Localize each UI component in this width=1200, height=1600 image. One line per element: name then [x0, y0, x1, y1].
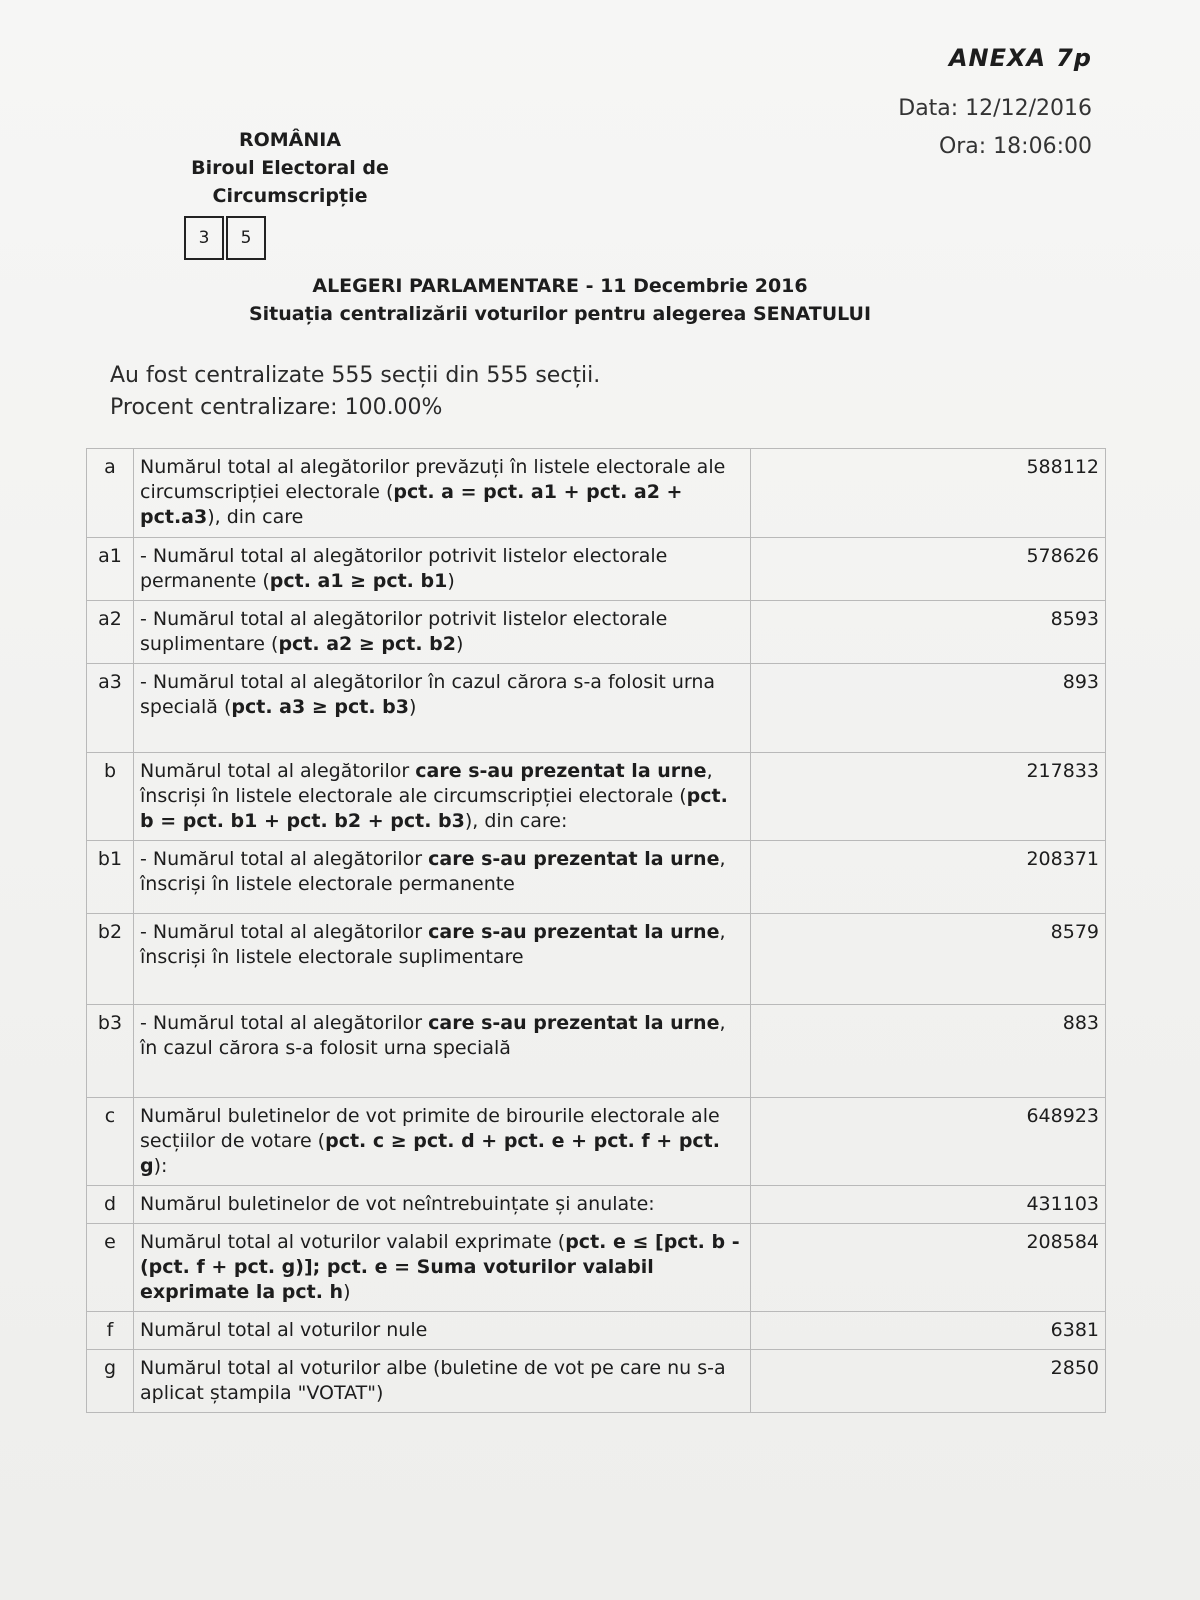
row-code: d	[87, 1186, 134, 1224]
code-digit-box: 3	[184, 216, 224, 260]
results-body	[87, 449, 1106, 1413]
row-code: e	[87, 1224, 134, 1312]
description-part: - Numărul total al alegătorilor în cazul cărora s-a folosit urna specială (	[140, 671, 716, 718]
code-digit-box: 5	[226, 216, 266, 260]
description-bold-part: care s-au prezentat la urne	[428, 848, 720, 870]
row-value: 208584	[751, 1224, 1106, 1312]
description-part: - Numărul total al alegătorilor potrivit listelor electorale permanente (	[140, 545, 668, 592]
annex-code: 7p	[1056, 44, 1092, 72]
row-code: a2	[87, 601, 134, 664]
description-part: Numărul total al alegătorilor	[140, 760, 416, 782]
row-description	[134, 753, 751, 841]
description-part: ), din care	[207, 506, 304, 528]
row-description	[134, 601, 751, 664]
row-description	[134, 1005, 751, 1098]
row-description	[134, 841, 751, 914]
sections-count: Au fost centralizate 555 secții din 555 secții.	[110, 363, 601, 388]
row-value: 883	[751, 1005, 1106, 1098]
description-part: ):	[153, 1155, 168, 1177]
row-value: 8593	[751, 601, 1106, 664]
election-title: ALEGERI PARLAMENTARE - 11 Decembrie 2016	[312, 275, 808, 297]
description-part: )	[343, 1281, 351, 1303]
row-code: a1	[87, 538, 134, 601]
row-code: c	[87, 1098, 134, 1186]
row-code: a3	[87, 664, 134, 753]
table-row	[87, 538, 1106, 601]
description-part: Numărul total al voturilor albe (buletine de vot pe care nu s-a aplicat ștampila "VOTAT")	[140, 1357, 726, 1404]
description-part: - Numărul total al alegătorilor	[140, 848, 429, 870]
description-part: - Numărul total al alegătorilor	[140, 1012, 429, 1034]
description-bold-part: pct. a2 ≥ pct. b2	[278, 633, 457, 655]
row-description	[134, 1312, 751, 1350]
description-bold-part: pct. b = pct. b1 + pct. b2 + pct. b3	[140, 785, 728, 832]
description-part: Numărul total al voturilor valabil exprimate (	[140, 1231, 566, 1253]
centralization-summary	[110, 360, 600, 424]
row-code: g	[87, 1350, 134, 1413]
description-bold-part: care s-au prezentat la urne	[415, 760, 707, 782]
description-bold-part: pct. a = pct. a1 + pct. a2 + pct.a3	[140, 481, 683, 528]
row-description	[134, 1224, 751, 1312]
row-value: 431103	[751, 1186, 1106, 1224]
row-description	[134, 914, 751, 1005]
description-bold-part: care s-au prezentat la urne	[428, 1012, 720, 1034]
row-code: b3	[87, 1005, 134, 1098]
description-part: Numărul buletinelor de vot neîntrebuințate și anulate:	[140, 1193, 655, 1215]
row-code: b2	[87, 914, 134, 1005]
description-part: )	[408, 696, 417, 718]
description-part: , în cazul cărora s-a folosit urna specială	[140, 1012, 726, 1059]
table-row	[87, 601, 1106, 664]
description-part: , înscriși în listele electorale suplimentare	[140, 921, 726, 968]
table-row	[87, 1224, 1106, 1312]
table-row	[87, 914, 1106, 1005]
description-part: , înscriși în listele electorale ale circumscripției electorale (	[140, 760, 713, 807]
description-bold-part: pct. c ≥ pct. d + pct. e + pct. f + pct. g	[140, 1130, 720, 1177]
report-time: Ora: 18:06:00	[938, 134, 1092, 159]
description-part: )	[447, 570, 455, 592]
document-title	[150, 272, 970, 328]
table-row	[87, 753, 1106, 841]
description-part: , înscriși în listele electorale permanente	[140, 848, 726, 895]
row-value: 588112	[751, 449, 1106, 538]
description-bold-part: pct. a1 ≥ pct. b1	[269, 570, 448, 592]
row-value: 6381	[751, 1312, 1106, 1350]
annex-word: ANEXA	[948, 44, 1047, 72]
table-row	[87, 841, 1106, 914]
row-value: 648923	[751, 1098, 1106, 1186]
issuer-block	[120, 126, 460, 210]
row-code: b	[87, 753, 134, 841]
row-value: 217833	[751, 753, 1106, 841]
row-description	[134, 449, 751, 538]
description-bold-part: pct. e ≤ [pct. b - (pct. f + pct. g)]; pct. e = Suma voturilor valabil exprimate la pct. h	[140, 1231, 740, 1303]
row-description	[134, 1098, 751, 1186]
description-part: ), din care:	[464, 810, 568, 832]
row-code: f	[87, 1312, 134, 1350]
table-row	[87, 664, 1106, 753]
row-description	[134, 1186, 751, 1224]
table-row	[87, 1350, 1106, 1413]
report-datetime	[898, 90, 1092, 166]
table-row	[87, 1312, 1106, 1350]
row-value: 2850	[751, 1350, 1106, 1413]
description-part: )	[456, 633, 464, 655]
row-value: 578626	[751, 538, 1106, 601]
table-row	[87, 1186, 1106, 1224]
report-date: Data: 12/12/2016	[898, 96, 1092, 121]
table-row	[87, 449, 1106, 538]
row-code: b1	[87, 841, 134, 914]
row-value: 8579	[751, 914, 1106, 1005]
description-part: Numărul total al alegătorilor prevăzuți în listele electorale ale circumscripției electorale (	[140, 456, 726, 503]
description-part: Numărul buletinelor de vot primite de birourile electorale ale secțiilor de votare (	[140, 1105, 720, 1152]
country-name: ROMÂNIA	[238, 129, 342, 151]
table-row	[87, 1098, 1106, 1186]
row-description	[134, 538, 751, 601]
description-bold-part: care s-au prezentat la urne	[428, 921, 720, 943]
row-value: 893	[751, 664, 1106, 753]
report-subtitle: Situația centralizării voturilor pentru alegerea SENATULUI	[248, 303, 872, 325]
circumscription-code	[184, 216, 266, 260]
centralization-percent: Procent centralizare: 100.00%	[110, 395, 443, 420]
results-table	[86, 448, 1106, 1413]
description-bold-part: pct. a3 ≥ pct. b3	[231, 696, 409, 718]
description-part: - Numărul total al alegătorilor potrivit listelor electorale suplimentare (	[140, 608, 668, 655]
office-name: Biroul Electoral de Circumscripție	[191, 157, 389, 207]
annex-label	[939, 44, 1092, 72]
row-code: a	[87, 449, 134, 538]
description-part: - Numărul total al alegătorilor	[140, 921, 429, 943]
row-description	[134, 664, 751, 753]
row-value: 208371	[751, 841, 1106, 914]
table-row	[87, 1005, 1106, 1098]
row-description	[134, 1350, 751, 1413]
description-part: Numărul total al voturilor nule	[140, 1319, 428, 1341]
